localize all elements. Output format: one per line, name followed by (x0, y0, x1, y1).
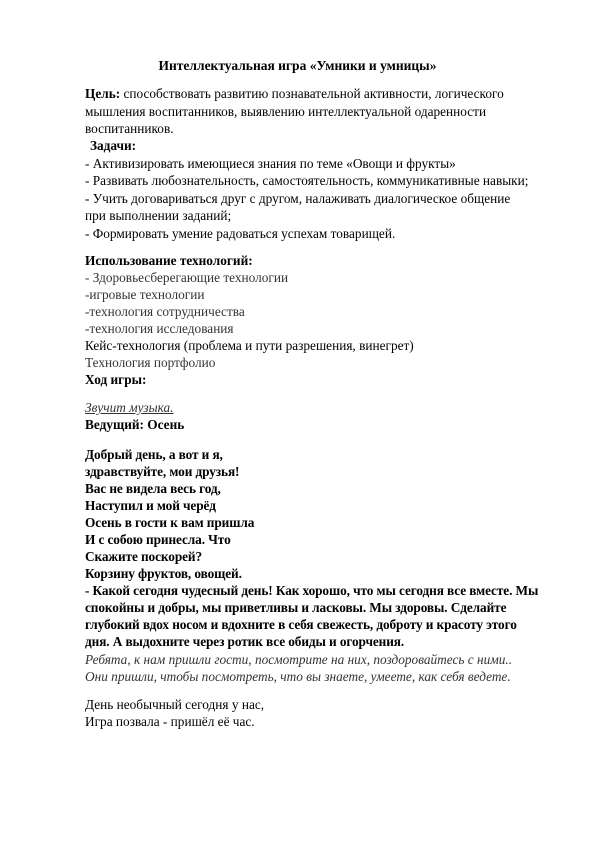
technology-item-2: -игровые технологии (85, 287, 205, 302)
goal-label: Цель: (85, 86, 121, 101)
speech-line-1: - Какой сегодня чудесный день! Как хорошо, что мы сегодня все вместе. Мы (85, 583, 539, 598)
task-line-2: - Развивать любознательность, самостоятельность, коммуникативные навыки; (85, 173, 529, 188)
goal-text-1: способствовать развитию познавательной активности, логического (120, 86, 504, 101)
closing-line-2: Игра позвала - пришёл её час. (85, 714, 255, 729)
host-heading: Ведущий: Осень (85, 417, 185, 432)
goal-line-3: воспитанников. (85, 121, 174, 136)
technology-item-1: - Здоровьесберегающие технологии (85, 270, 289, 285)
speech-line-2: спокойны и добры, мы приветливы и ласковы. Мы здоровы. Сделайте (85, 600, 507, 615)
technologies-heading: Использование технологий: (85, 253, 253, 268)
poem-line-1: Добрый день, а вот и я, (85, 447, 223, 462)
italic-line-2: Они пришли, чтобы посмотреть, что вы знаете, умеете, как себя ведете. (85, 669, 511, 684)
technology-item-3: -технология сотрудничества (85, 304, 245, 319)
tasks-heading: Задачи: (90, 138, 137, 153)
technology-case: Кейс-технология (проблема и пути разрешения, винегрет) (85, 338, 414, 353)
technology-item-4: -технология исследования (85, 321, 234, 336)
music-note: Звучит музыка. (85, 400, 174, 415)
poem-line-5: Осень в гости к вам пришла (85, 515, 255, 530)
poem-line-8: Корзину фруктов, овощей. (85, 566, 242, 581)
poem-line-3: Вас не видела весь год, (85, 481, 221, 496)
document-title: Интеллектуальная игра «Умники и умницы» (158, 58, 437, 73)
speech-line-3: глубокий вдох носом и вдохните в себя свежесть, доброту и красоту этого (85, 617, 517, 632)
task-line-1: - Активизировать имеющиеся знания по теме «Овощи и фрукты» (85, 156, 456, 171)
poem-line-7: Скажите поскорей? (85, 549, 203, 564)
poem-line-2: здравствуйте, мои друзья! (85, 464, 240, 479)
goal-line-2: мышления воспитанников, выявлению интеллектуальной одаренности (85, 104, 487, 119)
italic-line-1: Ребята, к нам пришли гости, посмотрите на них, поздоровайтесь с ними.. (85, 652, 513, 667)
task-line-4: при выполнении заданий; (85, 208, 232, 223)
task-line-3: - Учить договариваться друг с другом, налаживать диалогическое общение (85, 191, 511, 206)
poem-line-4: Наступил и мой черёд (85, 498, 216, 513)
closing-line-1: День необычный сегодня у нас, (85, 697, 265, 712)
technology-portfolio: Технология портфолио (85, 355, 216, 370)
speech-line-4: дня. А выдохните через ротик все обиды и огорчения. (85, 634, 405, 649)
game-flow-heading: Ход игры: (85, 372, 147, 387)
task-line-5: - Формировать умение радоваться успехам товарищей. (85, 226, 396, 241)
goal-line-1 (85, 86, 504, 102)
poem-line-6: И с собою принесла. Что (85, 532, 231, 547)
